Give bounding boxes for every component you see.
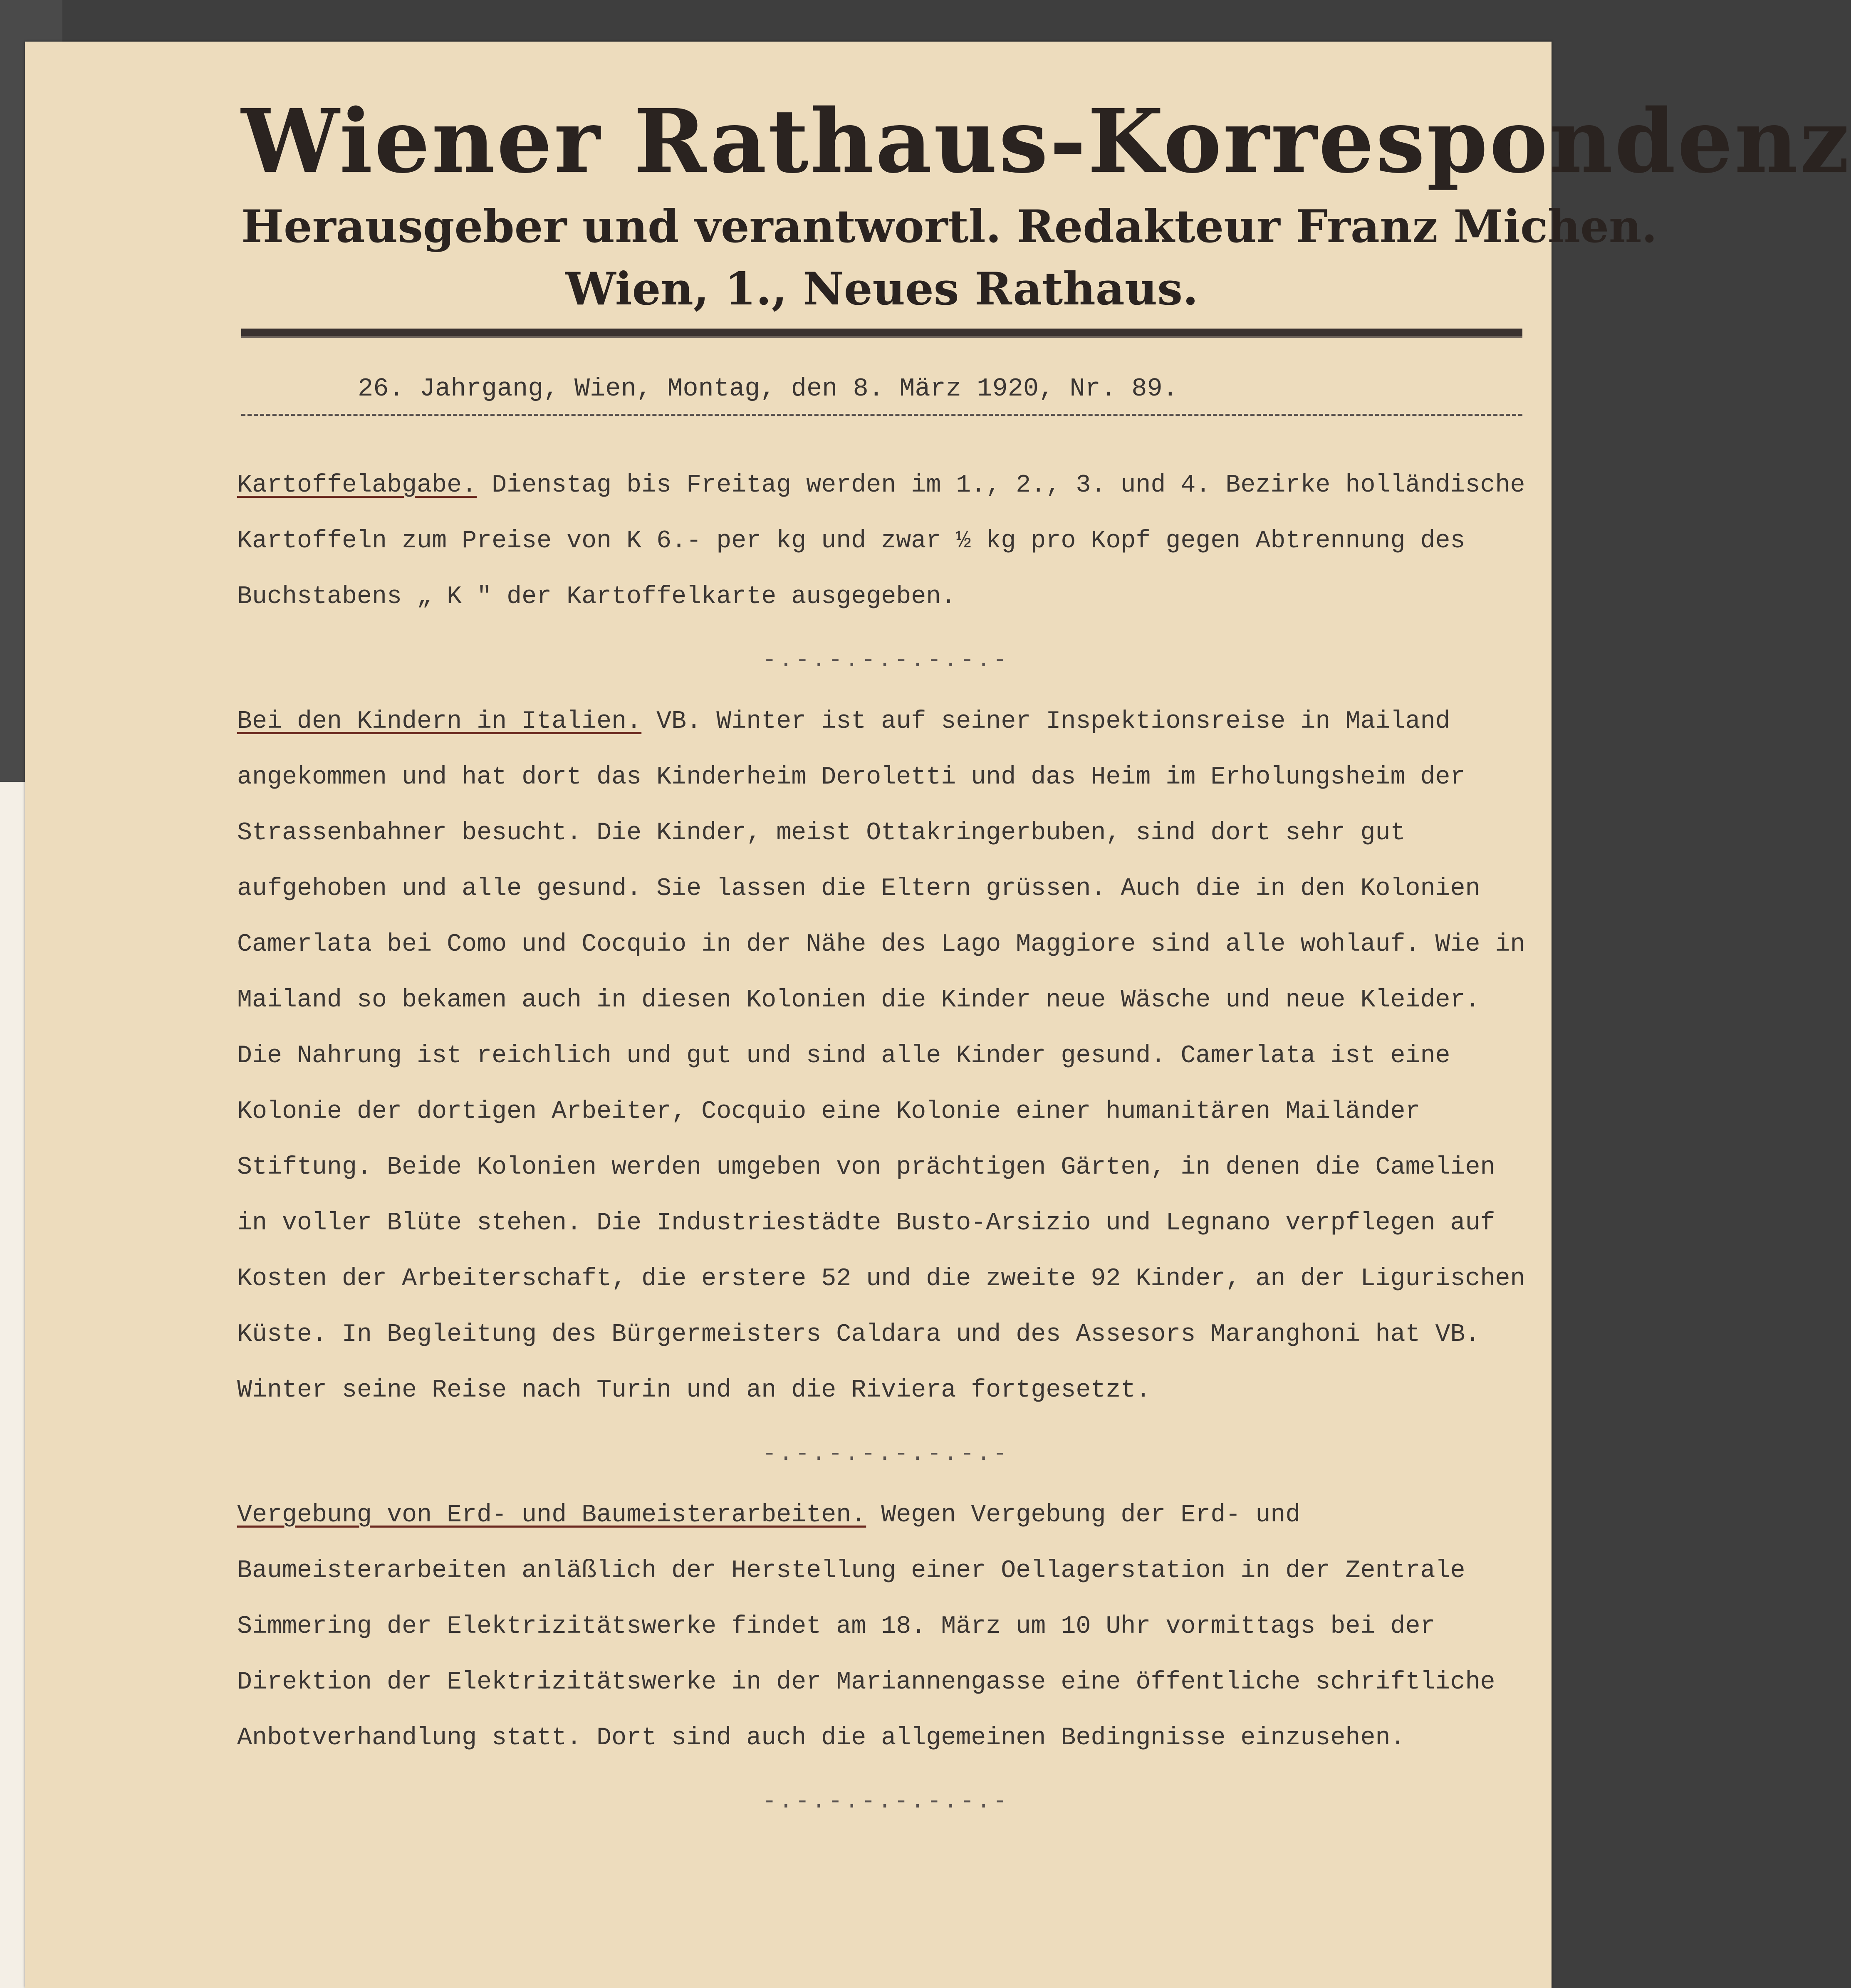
document-page <box>25 42 1851 1988</box>
article-heading: Vergebung von Erd- und Baumeisterarbeiten. <box>237 1501 866 1529</box>
masthead-address: Wien, 1., Neues Rathaus. <box>565 263 1198 315</box>
masthead-title: Wiener Rathaus-Korrespondenz <box>241 90 1851 193</box>
article-kartoffelabgabe <box>237 457 1535 625</box>
separator: -.-.-.-.-.-.-.- <box>762 1440 1010 1467</box>
article-text: Dienstag bis Freitag werden im 1., 2., 3. und 4. Bezirke holländische Kartoffeln zum Preise von K 6.- per kg und zwar ½ kg pro Kopf gegen Abtrennung des Buchstabens „ K " der Kartoffelkarte ausgegeben. <box>237 471 1525 611</box>
article-text: VB. Winter ist auf seiner Inspektionsreise in Mailand angekommen und hat dort das Kinderheim Deroletti und das Heim im Erholungsheim der Strassenbahner besucht. Die Kinder, meist Ottakringerbuben, sind dort sehr gut aufgehoben und alle gesund. Sie lassen die Eltern grüssen. Auch die in den Kolonien Camerlata bei Como und Cocquio in der Nähe des Lago Maggiore sind alle wohlauf. Wie in Mailand so bekamen auch in diesen Kolonien die Kinder neue Wäsche und neue Kleider. Die Nahrung ist reichlich und gut und sind alle Kinder gesund. Camerlata ist eine Kolonie der dortigen Arbeiter, Cocquio eine Kolonie einer humanitären Mailänder Stiftung. Beide Kolonien werden umgeben von prächtigen Gärten, in denen die Camelien in voller Blüte stehen. Die Industriestädte Busto-Arsizio und Legnano verpflegen auf Kosten der Arbeiterschaft, die erstere 52 und die zweite 92 Kinder, an der Ligurischen Küste. In Begleitung des Bürgermeisters Caldara und des Assesors Maranghoni hat VB. Winter seine Reise nach Turin und an die Riviera fortgesetzt. <box>237 707 1525 1404</box>
separator: -.-.-.-.-.-.-.- <box>762 1788 1010 1815</box>
masthead-rule <box>241 329 1522 338</box>
separator: -.-.-.-.-.-.-.- <box>762 647 1010 673</box>
article-kinder-italien <box>237 694 1535 1418</box>
article-body <box>237 457 1535 1835</box>
masthead-subtitle: Herausgeber und verantwortl. Redakteur Franz Michen. <box>241 200 1658 253</box>
dashed-divider <box>241 414 1522 416</box>
article-text: Wegen Vergebung der Erd- und Baumeisterarbeiten anläßlich der Herstellung einer Oellagerstation in der Zentrale Simmering der Elektrizitätswerke findet am 18. März um 10 Uhr vormittags bei der Direktion der Elektrizitätswerke in der Mariannengasse eine öffentliche schriftliche Anbotverhandlung statt. Dort sind auch die allgemeinen Bedingnisse einzusehen. <box>237 1501 1495 1752</box>
article-heading: Kartoffelabgabe. <box>237 471 477 499</box>
article-heading: Bei den Kindern in Italien. <box>237 707 642 736</box>
article-vergebung <box>237 1487 1535 1766</box>
masthead <box>25 42 1851 349</box>
issue-line: 26. Jahrgang, Wien, Montag, den 8. März 1920, Nr. 89. <box>358 374 1178 403</box>
